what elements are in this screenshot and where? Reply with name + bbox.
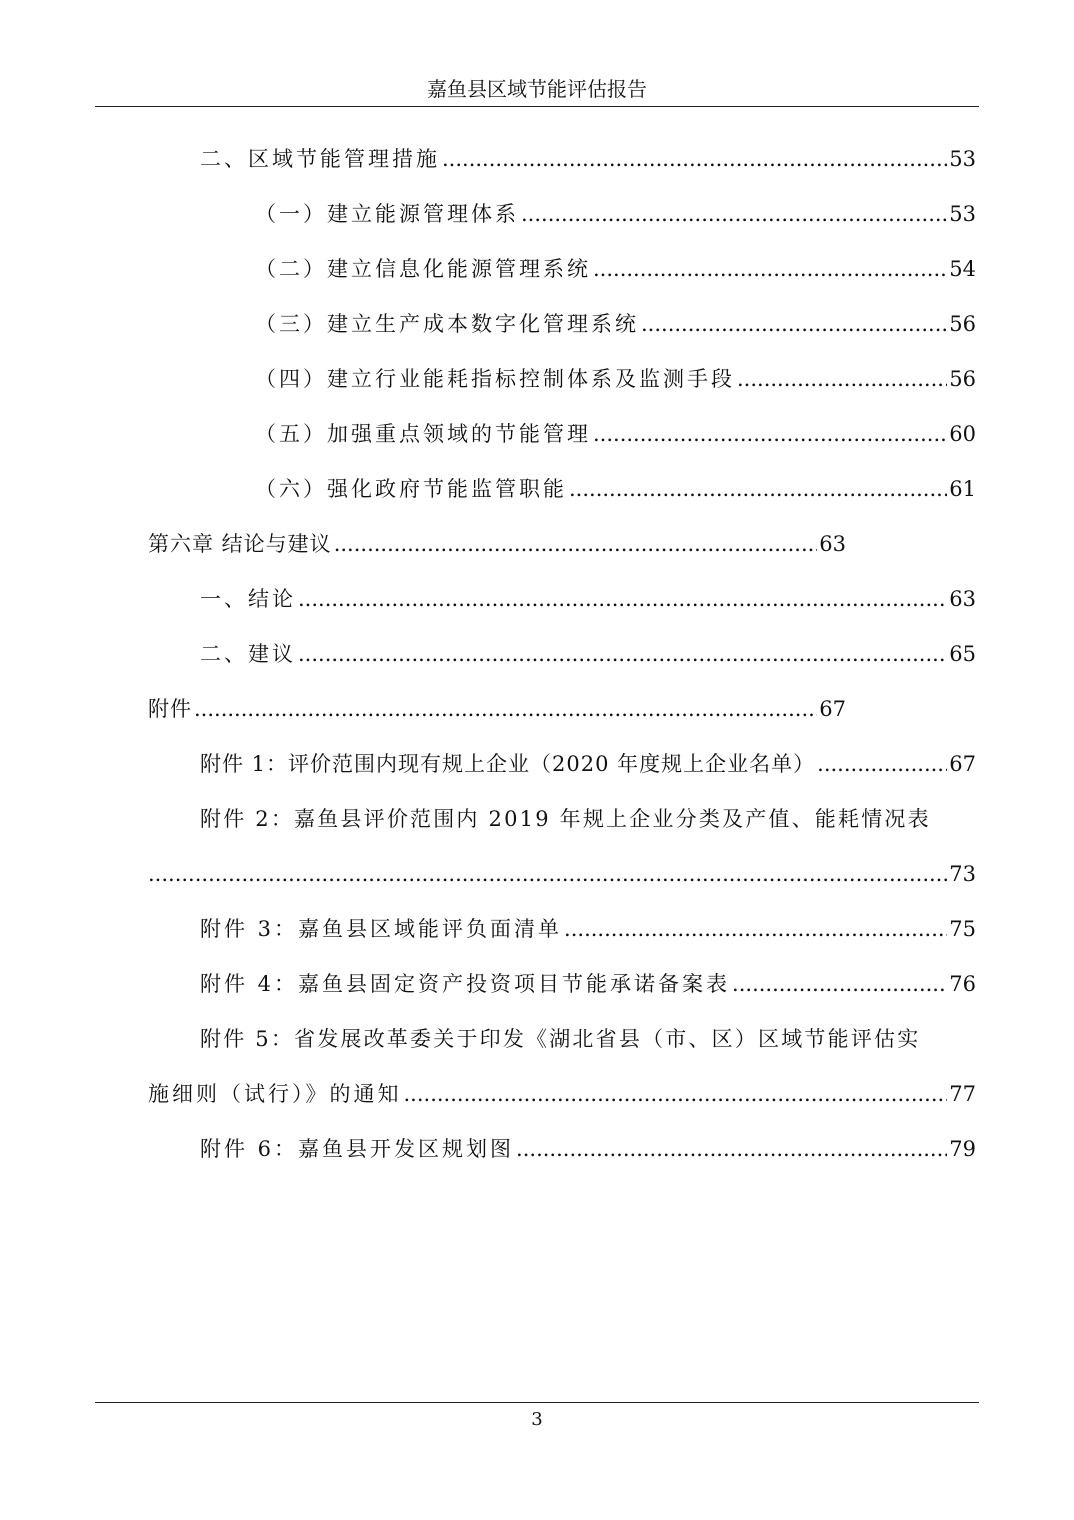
toc-entry-text: 二、建议 — [200, 642, 296, 666]
toc-page-number: 56 — [949, 312, 976, 336]
toc-entry-text: 附件 1：评价范围内现有规上企业（2020 年度规上企业名单） — [200, 752, 816, 776]
toc-entry[interactable] — [255, 254, 976, 284]
toc-entry-text: 第六章 结论与建议 — [148, 532, 332, 556]
toc-leader — [442, 144, 947, 174]
page-header: 嘉鱼县区域节能评估报告 — [427, 77, 647, 101]
toc-entry[interactable] — [200, 914, 976, 944]
toc-leader — [641, 309, 947, 339]
toc-entry[interactable] — [200, 969, 976, 999]
toc-entry-text-line2: 施细则（试行）》的通知 — [148, 1082, 402, 1106]
toc-page-number: 63 — [819, 532, 846, 556]
toc-entry-text: 附件 — [148, 697, 192, 721]
toc-leader — [593, 419, 947, 449]
toc-page-number: 76 — [949, 972, 976, 996]
toc-entry[interactable] — [255, 364, 976, 394]
toc-entry-text: 附件 6：嘉鱼县开发区规划图 — [200, 1137, 515, 1161]
toc-page-number: 61 — [949, 477, 976, 501]
toc-entry-text: （五）加强重点领域的节能管理 — [255, 422, 591, 446]
page-number: 3 — [531, 1409, 543, 1430]
toc-entry-text: （一）建立能源管理体系 — [255, 202, 519, 226]
toc-entry[interactable] — [255, 309, 976, 339]
toc-entry[interactable] — [200, 749, 976, 779]
toc-leader — [148, 859, 947, 889]
toc-leader — [817, 749, 947, 779]
toc-page-number: 73 — [949, 862, 976, 886]
toc-page-number: 56 — [949, 367, 976, 391]
toc-entry[interactable] — [255, 199, 976, 229]
toc-leader — [521, 199, 947, 229]
toc-page-number: 53 — [949, 147, 976, 171]
toc-leader — [564, 914, 947, 944]
toc-leader — [298, 584, 947, 614]
footer-divider — [95, 1402, 979, 1403]
toc-entry-text: （四）建立行业能耗指标控制体系及监测手段 — [255, 367, 735, 391]
toc-page-number: 53 — [949, 202, 976, 226]
toc-leader — [732, 969, 947, 999]
toc-entry[interactable] — [200, 584, 976, 614]
toc-entry-text: （三）建立生产成本数字化管理系统 — [255, 312, 639, 336]
toc-leader — [516, 1134, 947, 1164]
toc-entry-text: 二、区域节能管理措施 — [200, 147, 440, 171]
toc-page-number: 79 — [949, 1137, 976, 1161]
toc-chapter-entry[interactable] — [148, 694, 846, 724]
toc-leader — [298, 639, 947, 669]
toc-leader — [569, 474, 947, 504]
toc-entry[interactable] — [255, 419, 976, 449]
toc-chapter-entry[interactable] — [148, 529, 846, 559]
toc-leader — [194, 694, 817, 724]
toc-entry-text: 附件 4：嘉鱼县固定资产投资项目节能承诺备案表 — [200, 972, 731, 996]
toc-entry[interactable] — [200, 1134, 976, 1164]
toc-entry-continuation[interactable] — [148, 859, 976, 889]
toc-page-number: 54 — [949, 257, 976, 281]
toc-entry[interactable] — [200, 639, 976, 669]
toc-entry-text[interactable]: 附件 2：嘉鱼县评价范围内 2019 年规上企业分类及产值、能耗情况表 — [200, 807, 931, 831]
toc-page-number: 67 — [949, 752, 976, 776]
toc-leader — [593, 254, 947, 284]
toc-page-number: 60 — [949, 422, 976, 446]
toc-leader — [334, 529, 818, 559]
toc-page-number: 65 — [949, 642, 976, 666]
toc-entry[interactable] — [200, 144, 976, 174]
toc-page-number: 63 — [949, 587, 976, 611]
toc-entry-text: （六）强化政府节能监管职能 — [255, 477, 567, 501]
toc-leader — [737, 364, 947, 394]
toc-entry-text: 附件 3：嘉鱼县区域能评负面清单 — [200, 917, 563, 941]
toc-page-number: 75 — [949, 917, 976, 941]
toc-page-number: 67 — [819, 697, 846, 721]
toc-entry-text: （二）建立信息化能源管理系统 — [255, 257, 591, 281]
toc-leader — [404, 1079, 948, 1109]
toc-entry-text[interactable]: 附件 5：省发展改革委关于印发《湖北省县（市、区）区域节能评估实 — [200, 1027, 921, 1051]
toc-entry-text: 一、结论 — [200, 587, 296, 611]
toc-entry[interactable] — [255, 474, 976, 504]
toc-entry-continuation[interactable] — [148, 1079, 976, 1109]
toc-page-number: 77 — [949, 1082, 976, 1106]
